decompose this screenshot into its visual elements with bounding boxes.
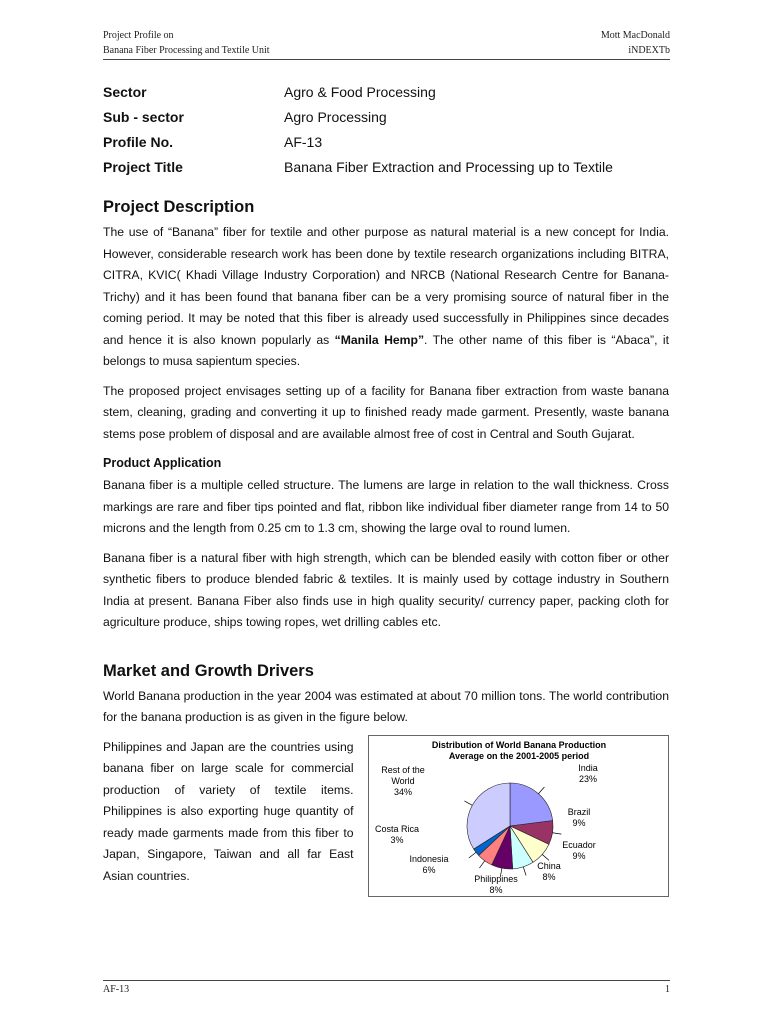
meta-key: Project Title [103,159,183,175]
pie-label: Costa Rica [374,823,419,834]
pie-label: 3% [390,834,404,845]
chart-title: Distribution of World Banana Production [431,739,606,750]
meta-value: Banana Fiber Extraction and Processing up to Textile [284,159,613,175]
description-paragraph-2: The proposed project envisages setting up of a facility for Banana fiber extraction from waste banana stem, cleaning, grading and converting it up to finished ready made garment. Presently, waste banana stems pose problem of disposal and are available almost free of cost in Central and South Gujarat. [103,383,669,441]
pie-label: Indonesia [409,853,449,864]
meta-value: AF-13 [284,134,323,150]
pie-leader-line [464,800,472,804]
pie-leader-line [468,852,475,858]
pie-label: 8% [542,871,556,882]
pie-leader-line [523,866,526,875]
product-application-heading: Product Application [103,456,222,470]
pie-leader-line [479,860,484,867]
market-section [103,660,669,897]
chart-subtitle: Average on the 2001-2005 period [448,750,589,761]
pie-svg [369,736,669,896]
header-org: iNDEXTb [628,45,670,56]
pie-slice-india [510,783,553,826]
main-content [103,196,669,897]
header-profile-label: Project Profile on [103,30,174,41]
meta-key: Sub - sector [103,109,184,125]
pie-label: 8% [489,884,503,895]
desc-p1-end: . The other name of this fiber is “Abaca”, it belongs to musa sapientum species. [103,332,669,368]
market-heading: Market and Growth Drivers [103,661,314,680]
product-application-paragraph-1: Banana fiber is a multiple celled structure. The lumens are large in relation to the wall thickness. Cross markings are rare and fiber tips pointed and flat, ribbon like individual fiber diameter range from 14 to 50 microns and the length from 0.25 cm to 1.3 cm, showing the large oval to round lumen. [103,478,669,535]
product-application-paragraph-2: Banana fiber is a natural fiber with high strength, which can be blended easily with cotton fiber or other synthetic fibers to produce blended fabric & textiles. It is mainly used by cottage industry in Southern India at present. Banana Fiber also finds use in high quality security/ currency paper, packing cloth for agriculture produce, ships towing ropes, wet drilling cables etc. [103,550,669,629]
pie-leader-line [538,786,544,793]
header-company: Mott MacDonald [600,30,670,41]
pie-label: India [577,762,598,773]
meta-value: Agro & Food Processing [284,84,436,100]
pie-label: Philippines [473,873,518,884]
pie-label: Ecuador [561,839,596,850]
meta-row-profile-no [103,132,683,157]
pie-leader-line [552,832,561,833]
meta-row-subsector [103,107,683,132]
description-paragraph-1 [103,222,669,373]
pie-label: World [390,775,415,786]
meta-row-sector [103,82,683,107]
page-footer [103,980,670,995]
banana-production-pie-chart [368,735,669,897]
footer-profile-no: AF-13 [103,984,130,995]
pie-label: 23% [578,773,597,784]
market-paragraph-1: World Banana production in the year 2004 was estimated at about 70 million tons. The world contribution for the banana production is as given in the figure below. [103,688,669,724]
project-description-heading: Project Description [103,198,255,216]
pie-leader-line [542,854,549,860]
market-flow [103,737,669,897]
manila-hemp-term: “Manila Hemp” [334,332,425,347]
meta-value: Agro Processing [284,109,387,125]
pie-label: 34% [393,786,412,797]
pie-label: Rest of the [380,764,425,775]
pie-label: 9% [572,817,586,828]
profile-meta-table [103,82,683,182]
pie-label: 6% [422,864,436,875]
meta-row-project-title [103,157,683,182]
pie-label: China [536,860,561,871]
page-number: 1 [665,984,670,995]
page-header [103,28,670,60]
desc-p1-start: The use of “Banana” fiber for textile and other purpose as natural material is a new concept for India. However, considerable research work has been done by textile research organizations including BITRA, CITRA, KVIC( Khadi Village Industry Corporation) and NRCB (National Research Centre for Banana-Trichy) and it has been found that banana fiber can be a very promising source of natural fiber in the coming period. It may be noted that this fiber is already used successfully in Philippines since decades and hence it is also known popularly as [103,225,669,347]
header-project-name: Banana Fiber Processing and Textile Unit [103,45,270,56]
meta-key: Sector [103,84,147,100]
meta-key: Profile No. [103,134,174,150]
pie-label: 9% [572,850,586,861]
market-paragraph-2: Philippines and Japan are the countries using banana fiber on large scale for commercial production of variety of textile items. Philippines is also exporting huge quantity of ready made garments made from this fiber to Japan, Singapore, Taiwan and all far East Asian countries. [103,739,354,883]
pie-label: Brazil [567,806,590,817]
